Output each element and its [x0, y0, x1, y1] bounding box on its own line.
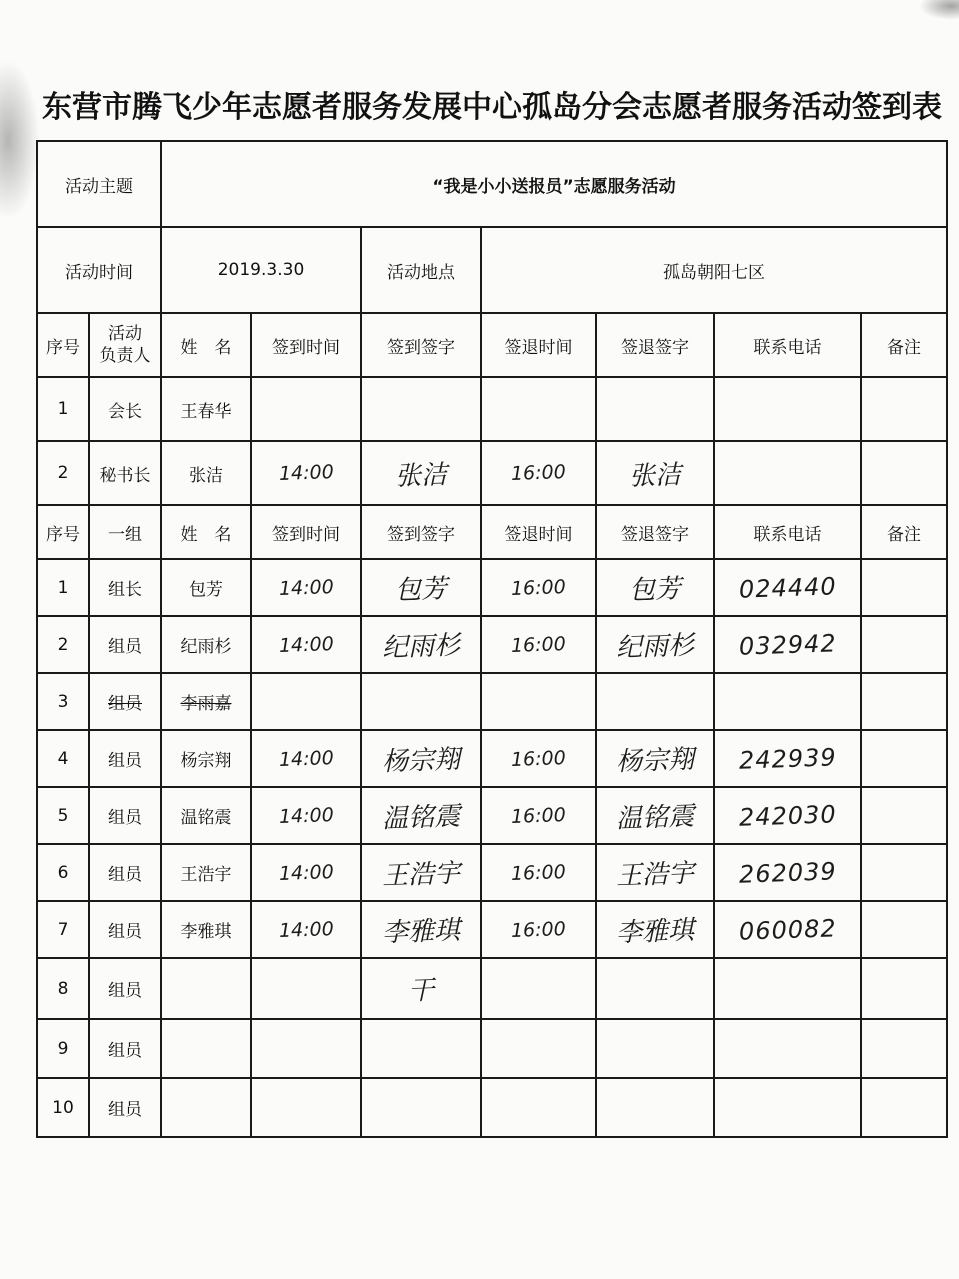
note	[861, 377, 947, 441]
group-header-checkout-time: 签退时间	[481, 505, 596, 559]
header-role-line2: 负责人	[99, 346, 151, 366]
row-role-text: 组员	[108, 922, 142, 942]
row-role-text: 会长	[108, 401, 142, 422]
row-name-text: 包芳	[189, 580, 223, 600]
row-name-text: 温铭震	[180, 808, 232, 828]
checkout-signature	[596, 901, 714, 958]
note	[861, 1019, 947, 1078]
checkin-signature	[361, 1019, 481, 1078]
row-name-text: 杨宗翔	[180, 751, 232, 771]
header-name: 姓 名	[161, 313, 251, 377]
row-number	[37, 377, 89, 441]
row-role	[89, 901, 161, 958]
row-name-text: 李雨嘉	[180, 694, 232, 714]
checkout-signature	[596, 559, 714, 616]
checkout-signature-text: 李雅琪	[615, 915, 695, 949]
row-number-text: 3	[57, 691, 69, 712]
row-number-text: 2	[57, 463, 69, 483]
sign-in-sheet	[36, 140, 948, 1138]
checkin-signature	[361, 958, 481, 1019]
time-label: 活动时间	[37, 227, 161, 313]
row-name	[161, 377, 251, 441]
checkout-signature-text: 纪雨杉	[615, 630, 695, 664]
checkout-time	[481, 441, 596, 505]
checkin-time-text: 14:00	[278, 860, 334, 885]
checkout-time-text: 16:00	[510, 917, 567, 942]
scan-smudge-left	[0, 60, 40, 220]
members-row	[37, 844, 947, 901]
phone-number-text: 242939	[738, 742, 837, 775]
note	[861, 844, 947, 901]
checkout-signature	[596, 844, 714, 901]
checkin-signature-text: 干	[407, 975, 435, 1007]
row-name-text: 纪雨杉	[180, 637, 232, 657]
checkout-time-text: 16:00	[510, 461, 567, 485]
row-number-text: 6	[57, 862, 69, 883]
row-name	[161, 958, 251, 1019]
members-row	[37, 730, 947, 787]
checkout-time	[481, 673, 596, 730]
row-number	[37, 787, 89, 844]
phone-number	[714, 377, 861, 441]
checkin-signature-text: 王浩宇	[381, 858, 461, 892]
phone-number	[714, 730, 861, 787]
checkout-time-text: 16:00	[510, 632, 567, 657]
row-name-text: 王春华	[180, 401, 232, 422]
group-header-checkout-signature: 签退签字	[596, 505, 714, 559]
group-header-checkin-signature: 签到签字	[361, 505, 481, 559]
leaders-row	[37, 441, 947, 505]
row-role-text: 组员	[108, 981, 142, 1001]
checkin-signature	[361, 1078, 481, 1137]
checkin-signature	[361, 901, 481, 958]
row-number	[37, 616, 89, 673]
checkout-signature	[596, 673, 714, 730]
checkout-time-text: 16:00	[510, 746, 567, 771]
row-number-text: 4	[57, 748, 69, 769]
row-number	[37, 730, 89, 787]
phone-number	[714, 616, 861, 673]
phone-number	[714, 844, 861, 901]
row-number	[37, 1078, 89, 1137]
note	[861, 616, 947, 673]
checkin-signature	[361, 673, 481, 730]
checkin-signature-text: 温铭震	[381, 801, 461, 835]
checkin-time	[251, 1019, 361, 1078]
checkin-time-text: 14:00	[278, 632, 334, 657]
group-header-phone-number: 联系电话	[714, 505, 861, 559]
row-number	[37, 1019, 89, 1078]
header-checkout-time: 签退时间	[481, 313, 596, 377]
checkout-time	[481, 844, 596, 901]
row-name	[161, 1078, 251, 1137]
phone-number	[714, 1019, 861, 1078]
row-role-text: 组长	[108, 580, 142, 600]
row-role-text: 秘书长	[99, 465, 151, 486]
header-checkout-sign: 签退签字	[596, 313, 714, 377]
document-title: 东营市腾飞少年志愿者服务发展中心孤岛分会志愿者服务活动签到表	[42, 90, 942, 125]
checkout-time	[481, 901, 596, 958]
row-name	[161, 1019, 251, 1078]
row-role-text: 组员	[108, 637, 142, 657]
phone-number	[714, 1078, 861, 1137]
row-number-text: 2	[57, 634, 69, 655]
checkout-signature-text: 包芳	[628, 574, 682, 606]
phone-number	[714, 441, 861, 505]
row-role	[89, 1078, 161, 1137]
checkin-signature-text: 杨宗翔	[381, 744, 461, 778]
row-role	[89, 673, 161, 730]
checkin-time-text: 14:00	[278, 461, 334, 485]
checkin-signature	[361, 377, 481, 441]
row-role	[89, 958, 161, 1019]
row-name	[161, 673, 251, 730]
row-number	[37, 901, 89, 958]
row-role	[89, 377, 161, 441]
checkout-time	[481, 616, 596, 673]
checkout-signature	[596, 616, 714, 673]
checkout-signature	[596, 730, 714, 787]
checkout-time	[481, 1019, 596, 1078]
row-role-text: 组员	[108, 751, 142, 771]
checkin-time	[251, 559, 361, 616]
phone-number-text: 032942	[738, 628, 837, 661]
row-number-text: 9	[57, 1038, 69, 1059]
checkout-time-text: 16:00	[510, 803, 567, 828]
theme-row	[37, 141, 947, 227]
checkin-time	[251, 787, 361, 844]
phone-number-text: 262039	[738, 856, 837, 889]
members-row	[37, 616, 947, 673]
checkin-time	[251, 441, 361, 505]
checkin-time	[251, 730, 361, 787]
theme-label: 活动主题	[37, 141, 161, 227]
members-row	[37, 673, 947, 730]
checkin-signature	[361, 730, 481, 787]
row-name-text: 王浩宇	[180, 865, 232, 885]
leaders-row	[37, 377, 947, 441]
time-value: 2019.3.30	[161, 227, 361, 313]
group-header-row-number: 序号	[37, 505, 89, 559]
row-role	[89, 441, 161, 505]
row-name	[161, 901, 251, 958]
group-header-row	[37, 505, 947, 559]
checkin-signature	[361, 441, 481, 505]
phone-number	[714, 673, 861, 730]
phone-number	[714, 559, 861, 616]
note	[861, 901, 947, 958]
row-name-text: 李雅琪	[180, 922, 232, 942]
checkin-time-text: 14:00	[278, 803, 334, 828]
scan-smudge-top-right	[919, 0, 959, 20]
checkin-time	[251, 901, 361, 958]
checkout-time	[481, 377, 596, 441]
leaders-header-row	[37, 313, 947, 377]
checkout-signature-text: 王浩宇	[615, 858, 695, 892]
row-number	[37, 844, 89, 901]
checkout-time	[481, 958, 596, 1019]
header-no: 序号	[37, 313, 89, 377]
checkout-time-text: 16:00	[510, 860, 567, 885]
phone-number-text: 242030	[738, 799, 837, 832]
row-name	[161, 730, 251, 787]
checkout-signature	[596, 958, 714, 1019]
checkout-signature	[596, 787, 714, 844]
group-header-checkin-time: 签到时间	[251, 505, 361, 559]
members-row	[37, 1019, 947, 1078]
checkout-time	[481, 787, 596, 844]
row-name	[161, 559, 251, 616]
members-row	[37, 787, 947, 844]
note	[861, 441, 947, 505]
row-role	[89, 1019, 161, 1078]
header-role-line1: 活动	[108, 324, 142, 344]
phone-number	[714, 901, 861, 958]
row-role	[89, 559, 161, 616]
header-note: 备注	[861, 313, 947, 377]
checkin-time	[251, 1078, 361, 1137]
checkout-signature	[596, 441, 714, 505]
phone-number	[714, 787, 861, 844]
place-label: 活动地点	[361, 227, 481, 313]
checkin-time	[251, 673, 361, 730]
row-number-text: 1	[57, 577, 69, 598]
row-name	[161, 844, 251, 901]
checkin-time-text: 14:00	[278, 746, 334, 771]
row-role-text: 组员	[108, 694, 142, 714]
note	[861, 673, 947, 730]
header-phone: 联系电话	[714, 313, 861, 377]
place-value: 孤岛朝阳七区	[481, 227, 947, 313]
checkin-signature-text: 李雅琪	[381, 915, 461, 949]
members-row	[37, 559, 947, 616]
members-row	[37, 901, 947, 958]
checkin-signature	[361, 616, 481, 673]
note	[861, 559, 947, 616]
checkin-signature-text: 纪雨杉	[381, 630, 461, 664]
note	[861, 730, 947, 787]
checkout-signature-text: 杨宗翔	[615, 744, 695, 778]
checkout-signature	[596, 1078, 714, 1137]
row-number-text: 7	[57, 919, 69, 940]
row-name	[161, 787, 251, 844]
row-role-text: 组员	[108, 1100, 142, 1120]
checkout-time-text: 16:00	[510, 575, 567, 600]
checkin-signature-text: 张洁	[394, 459, 448, 492]
row-role-text: 组员	[108, 808, 142, 828]
row-role	[89, 616, 161, 673]
checkout-signature-text: 温铭震	[615, 801, 695, 835]
row-role-text: 组员	[108, 1041, 142, 1061]
members-row	[37, 958, 947, 1019]
row-number-text: 5	[57, 805, 69, 826]
checkin-time-text: 14:00	[278, 575, 334, 600]
row-role	[89, 844, 161, 901]
checkout-signature-text: 张洁	[628, 459, 682, 492]
row-number-text: 1	[57, 399, 69, 419]
checkout-time	[481, 559, 596, 616]
info-row	[37, 227, 947, 313]
checkin-time	[251, 958, 361, 1019]
checkin-time-text: 14:00	[278, 917, 334, 942]
phone-number-text: 060082	[738, 913, 837, 946]
checkout-signature	[596, 377, 714, 441]
header-checkin-sign: 签到签字	[361, 313, 481, 377]
checkin-signature	[361, 844, 481, 901]
row-role-text: 组员	[108, 865, 142, 885]
checkout-signature	[596, 1019, 714, 1078]
row-role	[89, 730, 161, 787]
row-number-text: 8	[57, 978, 69, 999]
checkin-signature	[361, 559, 481, 616]
row-number	[37, 958, 89, 1019]
phone-number-text: 024440	[738, 571, 837, 604]
checkin-time	[251, 616, 361, 673]
row-name	[161, 441, 251, 505]
note	[861, 787, 947, 844]
group-header-row-name: 姓 名	[161, 505, 251, 559]
group-header-row-role: 一组	[89, 505, 161, 559]
checkin-time	[251, 377, 361, 441]
row-name	[161, 616, 251, 673]
note	[861, 958, 947, 1019]
note	[861, 1078, 947, 1137]
row-role	[89, 787, 161, 844]
header-role	[89, 313, 161, 377]
row-number-text: 10	[52, 1097, 74, 1118]
phone-number	[714, 958, 861, 1019]
row-number	[37, 441, 89, 505]
group-header-note: 备注	[861, 505, 947, 559]
theme-value: “我是小小送报员”志愿服务活动	[161, 141, 947, 227]
row-number	[37, 673, 89, 730]
checkout-time	[481, 1078, 596, 1137]
header-checkin-time: 签到时间	[251, 313, 361, 377]
members-row	[37, 1078, 947, 1137]
row-name-text: 张洁	[189, 465, 223, 486]
checkin-signature-text: 包芳	[394, 574, 448, 606]
checkout-time	[481, 730, 596, 787]
row-number	[37, 559, 89, 616]
checkin-signature	[361, 787, 481, 844]
checkin-time	[251, 844, 361, 901]
